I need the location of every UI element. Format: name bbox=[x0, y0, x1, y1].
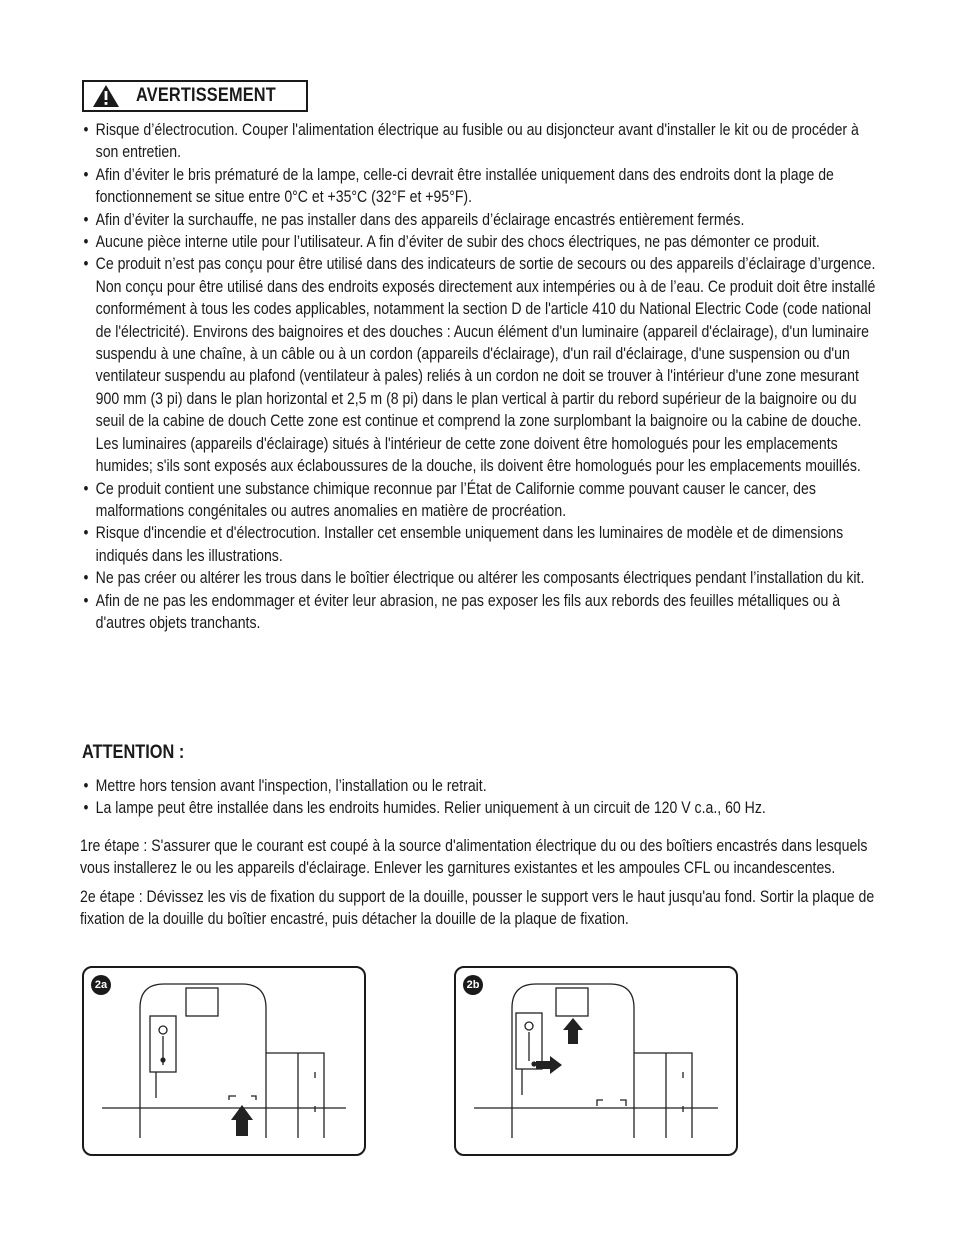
figure-2b-drawing bbox=[456, 968, 736, 1154]
warning-item: • Risque d’électrocution. Couper l'alimentation électrique au fusible ou au disjoncteur avant d'installer le kit ou de procéder à son entretien. bbox=[80, 119, 883, 164]
warning-header bbox=[82, 80, 308, 112]
figure-2a-badge: 2a bbox=[91, 975, 111, 995]
warning-triangle-icon bbox=[92, 84, 120, 108]
attention-list bbox=[80, 775, 776, 820]
step-1-text: 1re étape : S'assurer que le courant est coupé à la source d'alimentation électrique du ou des boîtiers encastrés dans lesquels vous installerez le ou les appareils d'éclairage. Enlever les garnitures existantes et les ampoules CFL ou incandescentes. bbox=[80, 837, 868, 878]
warning-item: • Aucune pièce interne utile pour l’utilisateur. A fin d’éviter de subir des chocs électriques, ne pas démonter ce produit. bbox=[80, 231, 883, 253]
warning-title: AVERTISSEMENT bbox=[136, 85, 276, 106]
step-2-text: 2e étape : Dévissez les vis de fixation du support de la douille, pousser le support vers le haut jusqu'au fond. Sortir la plaque de fixation de la douille du boîtier encastré, puis détacher la douille de la plaque de fixation. bbox=[80, 887, 875, 929]
warning-item: • Ce produit n’est pas conçu pour être utilisé dans des indicateurs de sortie de secours ou des appareils d’éclairage d’urgence. Non conçu pour être utilisé dans des endroits exposés directement aux intempéries ou à de l’eau. Ce produit doit être installé conformément à tous les codes applicables, notamment la section D de l'article 410 du National Electric Code (code national de l'électricité). Environs des baignoires et des douches : Aucun élément d'un luminaire (appareil d'éclairage), d'un luminaire suspendu à une chaîne, à un câble ou à un cordon (appareils d'éclairage), d'un rail d'éclairage, d'une suspension ou d'un ventilateur suspendu au plafond (ventilateur à pales) reliés à un cordon ne doit se trouver à l'intérieur d'une zone mesurant 900 mm (3 pi) dans le plan horizontal et 2,5 m (8 pi) dans le plan vertical à partir du rebord supérieur de la baignoire ou du seuil de la cabine de douch Cette zone est continue et comprend la zone surplombant la baignoire ou la cabine de douche. Les luminaires (appareils d'éclairage) situés à l'intérieur de cette zone doivent être homologués pour les emplacements humides; s'ils sont exposés aux éclaboussures de la douche, ils doivent être homologués pour les emplacements mouillés. bbox=[80, 253, 883, 477]
figure-2b-badge: 2b bbox=[463, 975, 483, 995]
warning-item: • Afin de ne pas les endommager et éviter leur abrasion, ne pas exposer les fils aux rebords des feuilles métalliques ou à d'autres objets tranchants. bbox=[80, 590, 883, 635]
warning-list bbox=[80, 119, 876, 634]
warning-item: • Ce produit contient une substance chimique reconnue par l’État de Californie comme pouvant causer le cancer, des malformations congénitales ou autres anomalies en matière de procréation. bbox=[80, 478, 883, 523]
figure-2a-drawing bbox=[84, 968, 364, 1154]
warning-item: • Afin d’éviter la surchauffe, ne pas installer dans des appareils d’éclairage encastrés entièrement fermés. bbox=[80, 209, 883, 231]
figure-2a bbox=[82, 966, 366, 1156]
attention-title: ATTENTION : bbox=[82, 742, 185, 763]
attention-item: • Mettre hors tension avant l'inspection, l’installation ou le retrait. bbox=[80, 775, 883, 797]
attention-list-block bbox=[80, 775, 776, 820]
warning-list-block bbox=[80, 119, 876, 634]
warning-item: • Risque d'incendie et d'électrocution. Installer cet ensemble uniquement dans les luminaires de modèle et de dimensions indiqués dans les illustrations. bbox=[80, 522, 883, 567]
steps-block bbox=[80, 835, 875, 937]
warning-item: • Ne pas créer ou altérer les trous dans le boîtier électrique ou altérer les composants électriques pendant l’installation du kit. bbox=[80, 567, 883, 589]
attention-item: • La lampe peut être installée dans les endroits humides. Relier uniquement à un circuit de 120 V c.a., 60 Hz. bbox=[80, 797, 883, 819]
warning-item: • Afin d’éviter le bris prématuré de la lampe, celle-ci devrait être installée uniquement dans des endroits dont la plage de fonctionnement se situe entre 0°C et +35°C (32°F et +95°F). bbox=[80, 164, 883, 209]
figure-2b bbox=[454, 966, 738, 1156]
